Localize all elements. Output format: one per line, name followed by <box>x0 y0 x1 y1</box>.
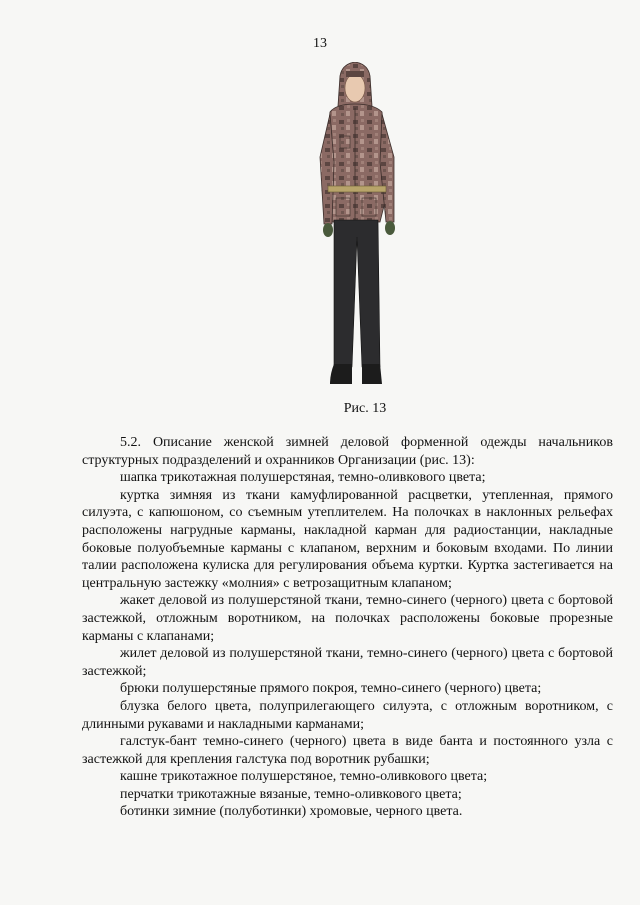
paragraph-item: перчатки трикотажные вязаные, темно-оливкового цвета; <box>120 786 462 802</box>
uniform-illustration-icon <box>310 62 420 392</box>
figure-caption: Рис. 13 <box>343 401 387 416</box>
paragraph-item: кашне трикотажное полушерстяное, темно-оливкового цвета; <box>120 769 488 785</box>
paragraph-item: ботинки зимние (полуботинки) хромовые, черного цвета. <box>120 804 463 820</box>
paragraph-item: галстук-бант темно-синего (черного) цвета в виде банта и постоянного узла с застежкой для крепления галстука под воротник рубашки; <box>82 734 613 767</box>
body-text <box>82 434 613 821</box>
uniform-illustration <box>310 62 420 392</box>
paragraph-item: жилет деловой из полушерстяной ткани, темно-синего (черного) цвета с бортовой застежкой; <box>82 646 613 679</box>
paragraph-item: куртка зимняя из ткани камуфлированной расцветки, утепленная, прямого силуэта, с капюшоном, со съемным утеплителем. На полочках в наклонных рельефах расположены нагрудные карманы, накладной карман для радиостанции, накладные боковые полуобъемные карманы с клапаном, верхним и боковым входами. По линии талии расположена кулиска для регулирования объема куртки. Куртка застегивается на центральную застежку «молния» с ветрозащитным клапаном; <box>82 487 613 591</box>
paragraph-item: блузка белого цвета, полуприлегающего силуэта, с отложным воротником, с длинными рукавами и накладными карманами; <box>82 698 613 732</box>
paragraph-item: жакет деловой из полушерстяной ткани, темно-синего (черного) цвета с бортовой застежкой, отложным воротником, на полочках расположены боковые прорезные карманы с клапанами; <box>82 593 613 644</box>
paragraph-item: шапка трикотажная полушерстяная, темно-оливкового цвета; <box>120 470 486 486</box>
paragraph-intro: 5.2. Описание женской зимней деловой форменной одежды начальников структурных подразделений и охранников Организации (рис. 13): <box>82 435 613 468</box>
paragraph-item: брюки полушерстяные прямого покроя, темно-синего (черного) цвета; <box>120 681 542 697</box>
page-number: 13 <box>313 36 327 51</box>
